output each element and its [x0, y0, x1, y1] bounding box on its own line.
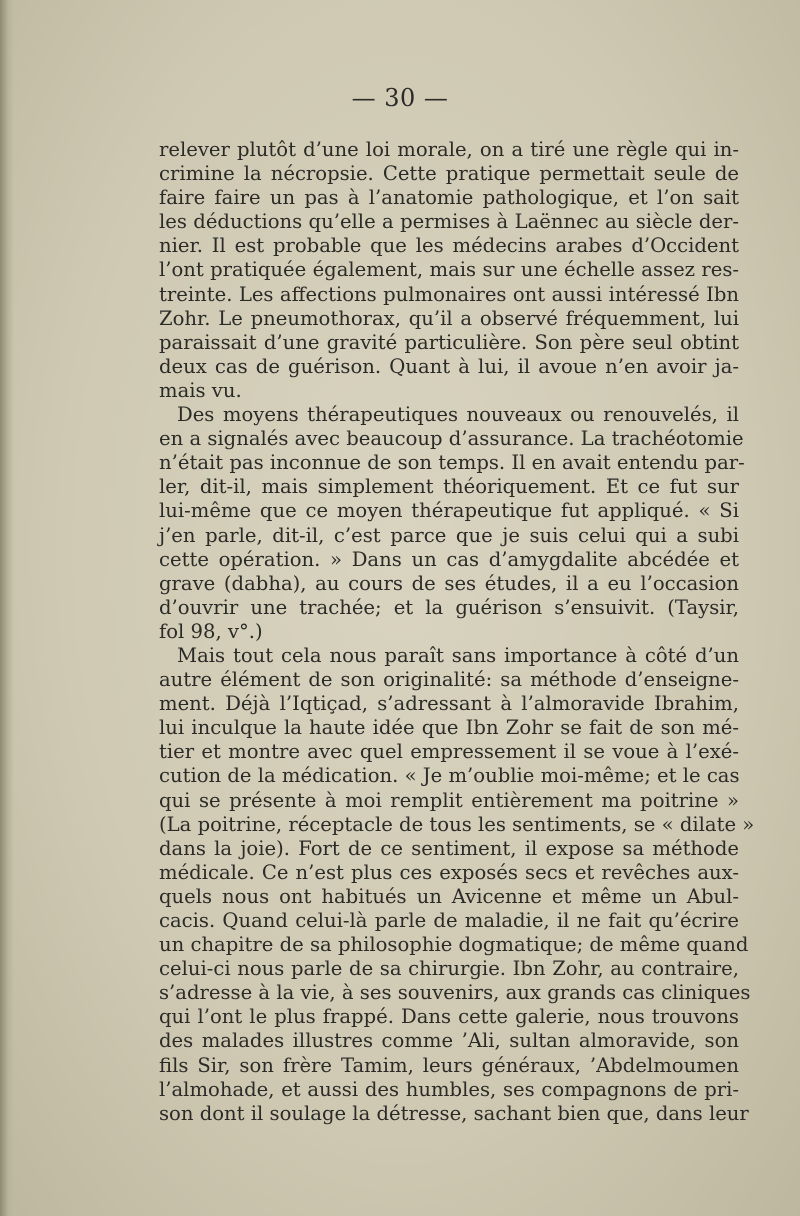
text-line: des malades illustres comme ’Ali, sultan almoravide, son [159, 1029, 739, 1053]
text-line: s’adresse à la vie, à ses souvenirs, aux grands cas cliniques [159, 981, 751, 1005]
text-line: son dont il soulage la détresse, sachant bien que, dans leur [159, 1101, 749, 1125]
text-line: Des moyens thérapeutiques nouveaux ou renouvelés, il [177, 403, 739, 427]
text-line: dans la joie). Fort de ce sentiment, il expose sa méthode [159, 836, 739, 860]
text-line: relever plutôt d’une loi morale, on a tiré une règle qui in- [159, 138, 739, 161]
text-line: lui-même que ce moyen thérapeutique fut appliqué. « Si [159, 499, 739, 523]
text-line: celui-ci nous parle de sa chirurgie. Ibn Zohr, au contraire, [159, 957, 739, 981]
text-line: Zohr. Le pneumothorax, qu’il a observé fréquemment, lui [159, 306, 739, 330]
text-line: l’almohade, et aussi des humbles, ses compagnons de pri- [159, 1077, 739, 1101]
text-line: ment. Déjà l’Iqtiçad, s’adressant à l’almoravide Ibrahim, [159, 692, 739, 716]
text-line: qui l’ont le plus frappé. Dans cette galerie, nous trouvons [159, 1005, 739, 1029]
text-line: deux cas de guérison. Quant à lui, il avoue n’en avoir ja- [159, 354, 739, 378]
text-line: (La poitrine, réceptacle de tous les sentiments, se « dilate » [159, 812, 755, 836]
text-line: en a signalés avec beaucoup d’assurance. La trachéotomie [159, 427, 744, 451]
text-line: n’était pas inconnue de son temps. Il en avait entendu par- [159, 451, 745, 475]
text-line: qui se présente à moi remplit entièrement ma poitrine » [159, 788, 739, 812]
text-line: cacis. Quand celui-là parle de maladie, il ne fait qu’écrire [159, 909, 739, 932]
text-line: cution de la médication. « Je m’oublie moi-même; et le cas [159, 764, 740, 788]
text-line: fils Sir, son frère Tamim, leurs généraux, ’Abdelmoumen [159, 1053, 739, 1077]
text-line: Mais tout cela nous paraît sans importance à côté d’un [177, 643, 739, 667]
text-line: mais vu. [159, 378, 242, 402]
text-line: quels nous ont habitués un Avicenne et même un Abul- [159, 884, 739, 908]
text-line: nier. Il est probable que les médecins arabes d’Occident [159, 234, 739, 258]
text-line: les déductions qu’elle a permises à Laënnec au siècle der- [159, 210, 739, 234]
text-line: cette opération. » Dans un cas d’amygdalite abcédée et [159, 547, 739, 571]
text-line: autre élément de son originalité: sa méthode d’enseigne- [159, 668, 739, 692]
body-text [159, 138, 755, 1126]
page-number: — 30 — [351, 84, 449, 112]
text-line: médicale. Ce n’est plus ces exposés secs et revêches aux- [159, 860, 739, 884]
text-line: crimine la nécropsie. Cette pratique permettait seule de [159, 162, 739, 186]
text-line: faire faire un pas à l’anatomie pathologique, et l’on sait [159, 186, 739, 210]
text-line: lui inculque la haute idée que Ibn Zohr se fait de son mé- [159, 716, 739, 740]
text-line: un chapitre de sa philosophie dogmatique; de même quand [159, 933, 749, 957]
text-line: j’en parle, dit-il, c’est parce que je suis celui qui a subi [159, 523, 739, 547]
page-edge-shadow [0, 0, 14, 1216]
text-line: paraissait d’une gravité particulière. Son père seul obtint [159, 330, 739, 354]
text-line: d’ouvrir une trachée; et la guérison s’ensuivit. (Taysir, [159, 595, 739, 619]
text-line: treinte. Les affections pulmonaires ont aussi intéressé Ibn [159, 282, 739, 306]
text-line: l’ont pratiquée également, mais sur une échelle assez res- [159, 258, 739, 282]
text-line: grave (dabha), au cours de ses études, il a eu l’occasion [159, 571, 739, 595]
text-line: tier et montre avec quel empressement il se voue à l’exé- [159, 740, 739, 764]
text-line: fol 98, v°.) [159, 619, 263, 643]
text-line: ler, dit-il, mais simplement théoriquement. Et ce fut sur [159, 475, 739, 499]
